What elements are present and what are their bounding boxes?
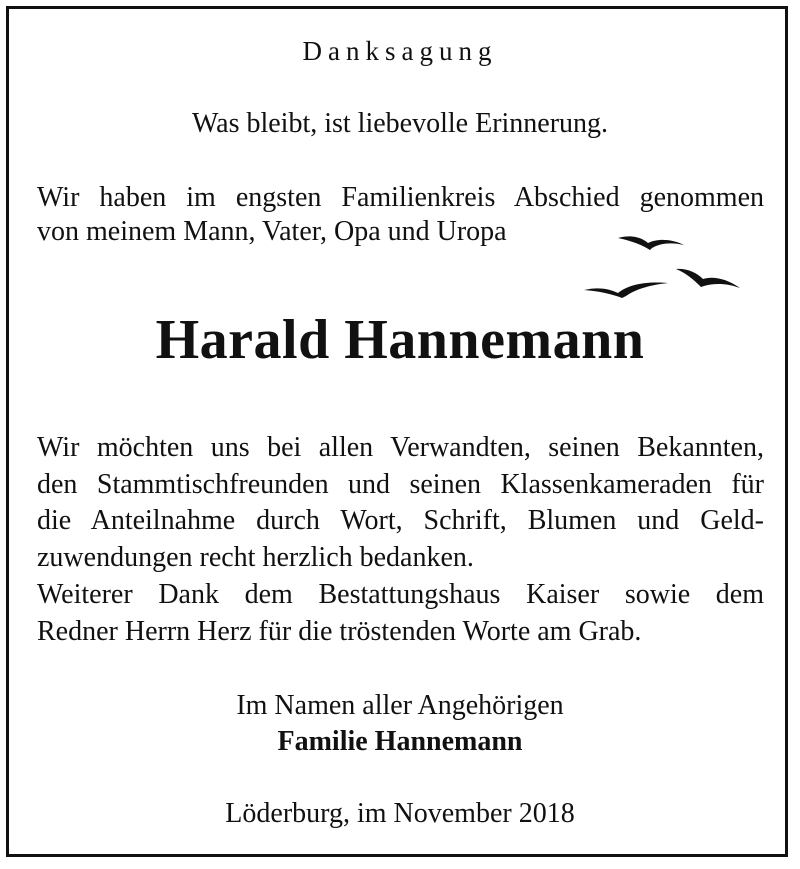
flying-birds-icon bbox=[580, 228, 760, 308]
thanks-line-3: die Anteilnahme durch Wort, Schrift, Blumen und Geld- bbox=[37, 505, 764, 536]
further-thanks-paragraph bbox=[37, 577, 764, 650]
thanks-line-4: zuwendungen recht herzlich bedanken. bbox=[37, 541, 474, 573]
intro-line-1: Wir haben im engsten Familienkreis Abschied genommen bbox=[37, 182, 764, 213]
thanks-line-2: den Stammtischfreunden und seinen Klassenkameraden für bbox=[37, 468, 764, 500]
signature-intro: Im Namen aller Angehörigen bbox=[236, 690, 564, 721]
further-thanks-line-2: Redner Herrn Herz für die tröstenden Worte am Grab. bbox=[37, 615, 642, 647]
deceased-name: Harald Hannemann bbox=[155, 309, 645, 371]
place-date: Löderburg, im November 2018 bbox=[225, 798, 575, 829]
notice-motto: Was bleibt, ist liebevolle Erinnerung. bbox=[191, 108, 609, 139]
thanks-paragraph bbox=[37, 430, 764, 576]
thanks-line-1: Wir möchten uns bei allen Verwandten, seinen Bekannten, bbox=[37, 432, 764, 463]
signature-family: Familie Hannemann bbox=[277, 726, 523, 757]
intro-line-2: von meinem Mann, Vater, Opa und Uropa bbox=[37, 216, 507, 247]
further-thanks-line-1: Weiterer Dank dem Bestattungshaus Kaiser sowie dem bbox=[37, 579, 764, 610]
notice-heading: Danksagung bbox=[302, 36, 498, 66]
